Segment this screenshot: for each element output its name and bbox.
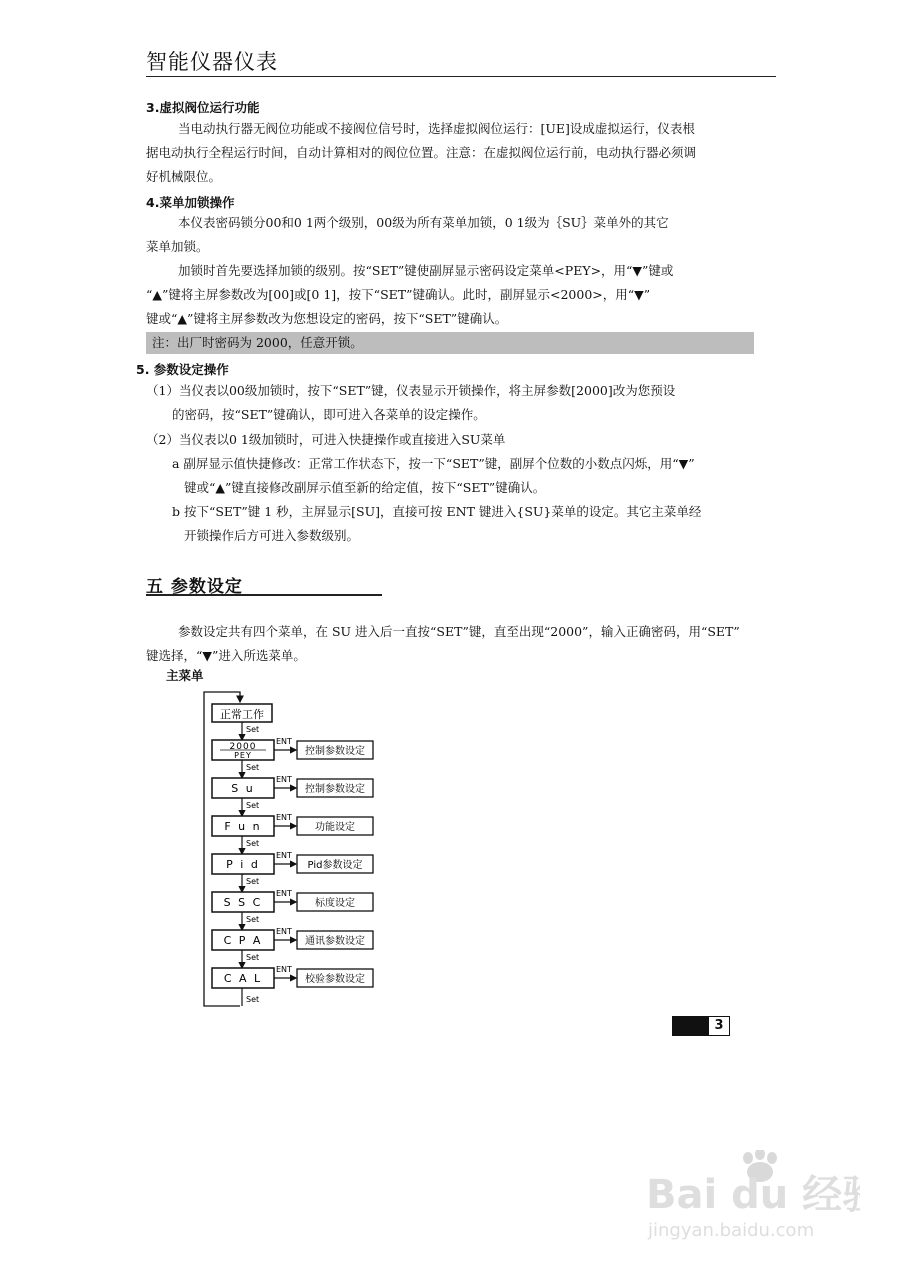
chapter-line-2: 键选择，“▼”进入所选菜单。	[146, 648, 306, 663]
set-label: Set	[246, 953, 260, 962]
section-5-line-3: （2）当仪表以0 1级加锁时，可进入快捷操作或直接进入SU菜单	[146, 432, 506, 447]
section-5-line-5: 键或“▲”键直接修改副屏示值至新的给定值，按下“SET”键确认。	[184, 480, 546, 495]
start-box-label: 正常工作	[220, 708, 264, 721]
target-label: 控制参数设定	[305, 746, 365, 757]
baidu-watermark	[640, 1150, 860, 1250]
section-5-line-7: 开锁操作后方可进入参数级别。	[184, 528, 360, 543]
display-code: P i d	[226, 858, 260, 871]
set-label: Set	[246, 763, 260, 772]
target-label: 控制参数设定	[305, 784, 365, 795]
section-5-line-6: b 按下“SET”键 1 秒，主屏显示[SU]，直接可按 ENT 键进入{SU}菜单的设定。其它主菜单经	[172, 504, 702, 519]
section-4-line-1: 本仪表密码锁分00和0 1两个级别，00级为所有菜单加锁，0 1级为｛SU｝菜单外的其它	[178, 215, 669, 230]
set-label: Set	[246, 801, 260, 810]
header-rule	[146, 76, 776, 77]
set-label: Set	[246, 915, 260, 924]
section-3-line-2: 据电动执行全程运行时间，自动计算相对的阀位位置。注意：在虚拟阀位运行前，电动执行器必须调	[146, 145, 697, 160]
factory-password-note: 注：出厂时密码为 2000，任意开锁。	[146, 332, 754, 354]
main-menu-flowchart	[200, 688, 400, 1017]
page-number-block	[672, 1016, 708, 1036]
section-5-line-4: a 副屏显示值快捷修改：正常工作状态下，按一下“SET”键，副屏个位数的小数点闪烁，用“▼”	[172, 456, 695, 471]
section-3-title: 3.虚拟阀位运行功能	[146, 100, 260, 115]
ent-label: ENT	[276, 851, 292, 860]
target-label: 通讯参数设定	[305, 936, 365, 947]
target-label: Pid参数设定	[307, 860, 363, 871]
ent-label: ENT	[276, 927, 292, 936]
ent-label: ENT	[276, 813, 292, 822]
target-label: 校验参数设定	[305, 974, 365, 985]
ent-label: ENT	[276, 889, 292, 898]
ent-label: ENT	[276, 775, 292, 784]
chapter-rule	[146, 594, 382, 596]
ent-label: ENT	[276, 737, 292, 746]
set-label: Set	[246, 995, 260, 1004]
chapter-line-1: 参数设定共有四个菜单，在 SU 进入后一直按“SET”键，直至出现“2000”，输入正确密码，用“SET”	[178, 624, 740, 639]
section-4-title: 4.菜单加锁操作	[146, 195, 235, 210]
loop-back-line	[204, 692, 240, 1006]
chapter-title: 五 参数设定	[146, 577, 243, 597]
display-code: S u	[231, 782, 255, 795]
ent-label: ENT	[276, 965, 292, 974]
set-label: Set	[246, 725, 260, 734]
section-3-line-3: 好机械限位。	[146, 169, 222, 184]
display-main: 2000	[229, 742, 257, 752]
baidu-paw-logo	[640, 1150, 860, 1250]
section-4-line-3: 加锁时首先要选择加锁的级别。按“SET”键使副屏显示密码设定菜单<PEY>，用“▼”键或	[178, 263, 674, 278]
header-title: 智能仪器仪表	[146, 50, 278, 74]
page-number: 3	[708, 1016, 730, 1036]
page-number-badge	[672, 1016, 728, 1036]
display-code: F u n	[224, 820, 262, 833]
display-code: S S C	[223, 896, 263, 909]
section-5-title: 5. 参数设定操作	[136, 362, 229, 377]
section-3-line-1: 当电动执行器无阀位功能或不接阀位信号时，选择虚拟阀位运行：[UE]设成虚拟运行，仪表根	[178, 121, 695, 136]
target-label: 功能设定	[315, 822, 355, 833]
main-menu-title: 主菜单	[166, 668, 204, 683]
display-sub: PEY	[234, 751, 252, 760]
section-4-line-4: “▲”键将主屏参数改为[00]或[0 1]，按下“SET”键确认。此时，副屏显示<2000>，用“▼”	[146, 287, 651, 302]
section-5-line-2: 的密码，按“SET”键确认，即可进入各菜单的设定操作。	[172, 407, 486, 422]
section-5-line-1: （1）当仪表以00级加锁时，按下“SET”键，仪表显示开锁操作，将主屏参数[2000]改为您预设	[146, 383, 676, 398]
target-label: 标度设定	[315, 898, 355, 909]
section-4-line-5: 键或“▲”键将主屏参数改为您想设定的密码，按下“SET”键确认。	[146, 311, 508, 326]
section-4-line-2: 菜单加锁。	[146, 239, 209, 254]
watermark-brand: Bai du 经验	[646, 1172, 860, 1218]
set-label: Set	[246, 877, 260, 886]
set-label: Set	[246, 839, 260, 848]
watermark-url: jingyan.baidu.com	[648, 1220, 815, 1241]
display-code: C A L	[223, 972, 263, 985]
flowchart-svg	[200, 688, 400, 1013]
display-code: C P A	[223, 934, 263, 947]
